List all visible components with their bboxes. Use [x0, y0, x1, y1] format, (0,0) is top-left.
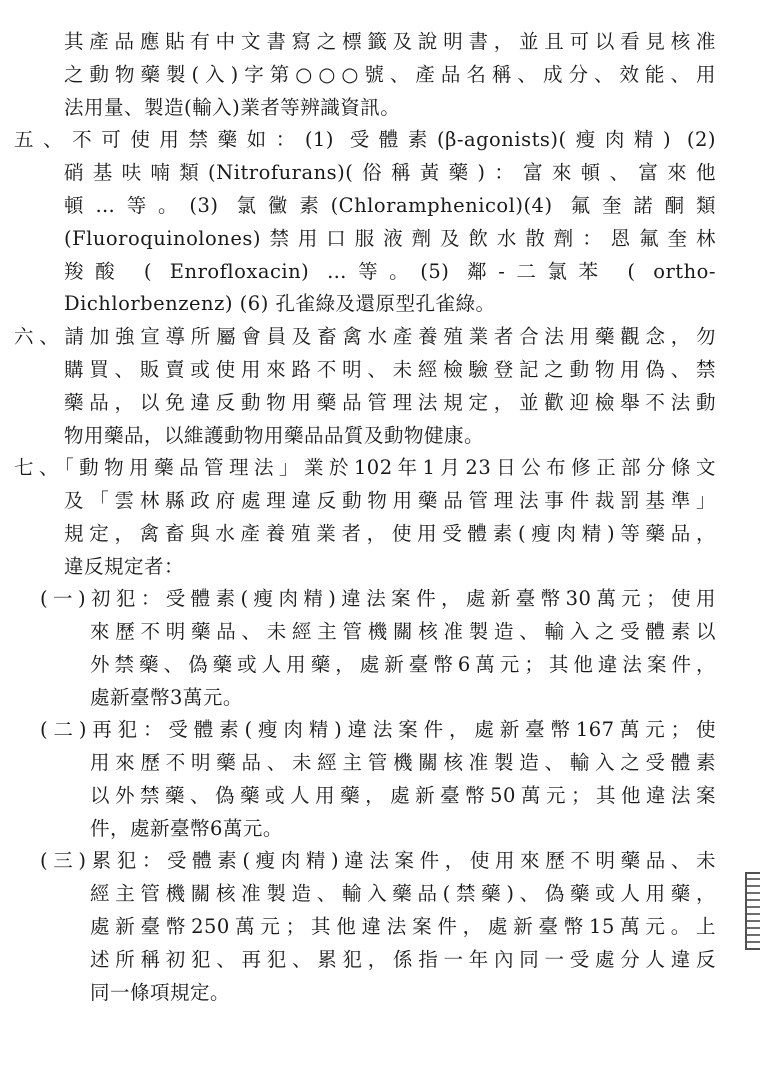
sub-item-1-heading-line: (一)初犯：受體素(瘦肉精)違法案件，處新臺幣30萬元；使用 — [40, 587, 716, 610]
text-line: 物用藥品，以維護動物用藥品品質及動物健康。 — [64, 424, 485, 447]
binding-stamp-mark — [745, 872, 760, 950]
text-line: 件，處新臺幣6萬元。 — [90, 817, 283, 840]
text-line: 處新臺幣250萬元；其他違法案件，處新臺幣15萬元。上 — [90, 915, 716, 938]
text-line: 用來歷不明藥品、未經主管機關核准製造、輸入之受體素 — [90, 751, 716, 774]
text-line: 及「雲林縣政府處理違反動物用藥品管理法事件裁罰基準」 — [64, 489, 716, 512]
item-7-heading-line: 七、「動物用藥品管理法」業於102年1月23日公布修正部分條文 — [14, 456, 716, 479]
text-line: 藥品，以免違反動物用藥品管理法規定，並歡迎檢舉不法動 — [64, 391, 716, 414]
text-line: 規定，禽畜與水產養殖業者，使用受體素(瘦肉精)等藥品， — [64, 522, 716, 545]
text-line: 法用量、製造(輸入)業者等辨識資訊。 — [64, 96, 401, 119]
text-line: 述所稱初犯、再犯、累犯，係指一年內同一受處分人違反 — [90, 948, 716, 971]
text-line: 違反規定者： — [64, 555, 185, 578]
text-line: 同一條項規定。 — [90, 981, 231, 1004]
text-line: 羧酸 ( Enrofloxacin) …等。(5) 鄰-二氯苯 ( ortho- — [64, 260, 716, 283]
text-line: 以外禁藥、偽藥或人用藥，處新臺幣50萬元；其他違法案 — [90, 784, 716, 807]
sub-item-3-heading-line: (三)累犯：受體素(瘦肉精)違法案件，使用來歷不明藥品、未 — [40, 849, 716, 872]
text-line: 經主管機關核准製造、輸入藥品(禁藥)、偽藥或人用藥， — [90, 882, 716, 905]
text-line: 其產品應貼有中文書寫之標籤及說明書，並且可以看見核准 — [64, 30, 716, 53]
sub-item-2-heading-line: (二)再犯：受體素(瘦肉精)違法案件，處新臺幣167萬元；使 — [40, 718, 716, 741]
text-line: 之動物藥製(入)字第○○○號、產品名稱、成分、效能、用 — [64, 63, 716, 86]
text-line: (Fluoroquinolones)禁用口服液劑及飲水散劑：恩氟奎林 — [64, 227, 716, 250]
text-line: 購買、販賣或使用來路不明、未經檢驗登記之動物用偽、禁 — [64, 358, 716, 381]
text-line: Dichlorbenzenz) (6) 孔雀綠及還原型孔雀綠。 — [64, 292, 496, 315]
item-6-heading-line: 六、請加強宣導所屬會員及畜禽水產養殖業者合法用藥觀念，勿 — [14, 325, 716, 348]
item-5-heading-line: 五、不可使用禁藥如：(1) 受體素(β-agonists)(瘦肉精) (2) — [14, 128, 716, 151]
text-line: 外禁藥、偽藥或人用藥，處新臺幣6萬元；其他違法案件， — [90, 653, 716, 676]
text-line: 處新臺幣3萬元。 — [90, 686, 243, 709]
text-line: 硝基呋喃類(Nitrofurans)(俗稱黃藥)：富來頓、富來他 — [64, 161, 716, 184]
text-line: 來歷不明藥品、未經主管機關核准製造、輸入之受體素以 — [90, 620, 716, 643]
text-line: 頓…等。(3) 氯黴素(Chloramphenicol)(4) 氟奎諾酮類 — [64, 194, 716, 217]
